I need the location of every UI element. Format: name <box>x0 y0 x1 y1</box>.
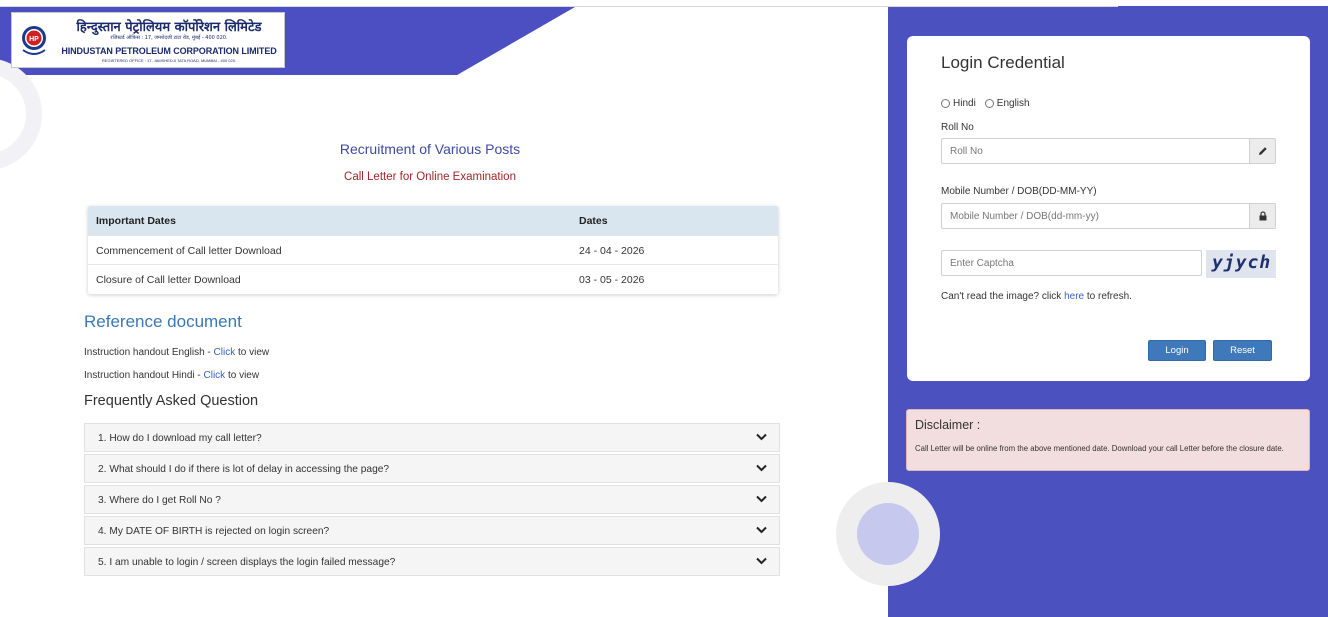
roll-addon <box>1249 139 1275 163</box>
faq-item[interactable] <box>84 485 780 514</box>
language-option-hindi[interactable] <box>941 98 976 109</box>
reference-label: Instruction handout Hindi - <box>84 370 204 381</box>
chevron-down-icon <box>756 464 767 472</box>
roll-number-input[interactable] <box>942 139 1249 163</box>
chevron-down-icon <box>756 557 767 565</box>
login-form <box>907 36 1310 381</box>
faq-item[interactable] <box>84 423 780 452</box>
faq-question: 3. Where do I get Roll No ? <box>98 495 221 506</box>
faq-item[interactable] <box>84 454 780 483</box>
lock-icon <box>1258 211 1268 221</box>
reference-suffix: to view <box>225 370 260 381</box>
chevron-down-icon <box>756 526 767 534</box>
reference-title: Reference document <box>84 312 242 331</box>
refresh-prefix: Can't read the image? click <box>941 291 1065 302</box>
language-selector <box>941 98 1039 109</box>
language-label: English <box>996 98 1030 109</box>
faq-title: Frequently Asked Question <box>84 393 259 409</box>
page-subtitle: Call Letter for Online Examination <box>344 171 516 183</box>
chevron-down-icon <box>756 433 767 441</box>
faq-question: 4. My DATE OF BIRTH is rejected on login screen? <box>98 526 330 537</box>
captcha-image <box>1206 250 1276 278</box>
refresh-suffix: to refresh. <box>1084 291 1132 302</box>
decorative-circle-inner <box>857 503 919 565</box>
mobile-addon <box>1249 204 1275 228</box>
pencil-icon <box>1258 146 1268 156</box>
disclaimer-title: Disclaimer : <box>915 418 981 432</box>
column-header: Important Dates <box>96 215 176 227</box>
mobile-label: Mobile Number / DOB(DD-MM-YY) <box>941 186 1097 197</box>
faq-item[interactable] <box>84 516 780 545</box>
chevron-down-icon <box>756 495 767 503</box>
org-logo[interactable] <box>11 12 285 68</box>
reference-label: Instruction handout English - <box>84 347 214 358</box>
reset-button[interactable]: Reset <box>1213 340 1272 361</box>
refresh-captcha-link[interactable]: here <box>1064 291 1085 302</box>
radio-english[interactable] <box>985 99 994 108</box>
top-divider <box>0 6 888 7</box>
captcha-input-group <box>941 250 1202 276</box>
captcha-refresh-hint <box>941 291 1132 302</box>
faq-item[interactable] <box>84 547 780 576</box>
org-address-english: REGISTERED OFFICE : 17, JAMSHEDJI TATA ROAD, MUMBAI - 400 020. <box>101 58 237 63</box>
faq-question: 1. How do I download my call letter? <box>98 433 262 444</box>
reference-hindi-link[interactable]: Click <box>203 370 226 381</box>
login-title: Login Credential <box>941 53 1065 72</box>
language-label: Hindi <box>953 98 976 109</box>
table-row <box>88 235 778 264</box>
table-cell: Closure of Call letter Download <box>96 274 241 286</box>
column-header: Dates <box>579 215 608 227</box>
disclaimer-text: Call Letter will be online from the above mentioned date. Download your call Letter before the closure date. <box>915 444 1284 453</box>
roll-label: Roll No <box>941 122 974 133</box>
table-row <box>88 264 778 293</box>
table-cell: 24 - 04 - 2026 <box>579 245 645 257</box>
captcha-input[interactable] <box>942 251 1201 275</box>
reference-english-link[interactable]: Click <box>213 347 236 358</box>
faq-question: 2. What should I do if there is lot of delay in accessing the page? <box>98 464 390 475</box>
reference-item-english <box>84 347 269 358</box>
login-button[interactable]: Login <box>1148 340 1206 361</box>
org-name-hindi: हिन्दुस्तान पेट्रोलियम कॉर्पोरेशन लिमिटेड <box>76 20 262 35</box>
radio-hindi[interactable] <box>941 99 950 108</box>
org-name-english: HINDUSTAN PETROLEUM CORPORATION LIMITED <box>61 46 277 56</box>
faq-question: 5. I am unable to login / screen displays the login failed message? <box>98 557 396 568</box>
reference-item-hindi <box>84 370 259 381</box>
page-title: Recruitment of Various Posts <box>339 141 521 157</box>
disclaimer-box <box>906 409 1310 471</box>
captcha-text: yjych <box>1212 252 1272 273</box>
table-cell: Commencement of Call letter Download <box>96 245 282 257</box>
logo-mark-text: HP <box>29 36 39 43</box>
org-address-hindi: रजिस्टर्ड ऑफिस : 17, जमशेदजी टाटा रोड, मुंबई - 400 020. <box>110 35 228 41</box>
mobile-input-group <box>941 203 1276 229</box>
important-dates-table <box>88 206 778 294</box>
language-option-english[interactable] <box>985 98 1030 109</box>
reference-suffix: to view <box>235 347 270 358</box>
table-header-row <box>88 206 778 235</box>
table-cell: 03 - 05 - 2026 <box>579 274 645 286</box>
mobile-dob-input[interactable] <box>942 204 1249 228</box>
hp-emblem-icon <box>20 22 48 58</box>
top-divider <box>888 6 1118 7</box>
roll-input-group <box>941 138 1276 164</box>
